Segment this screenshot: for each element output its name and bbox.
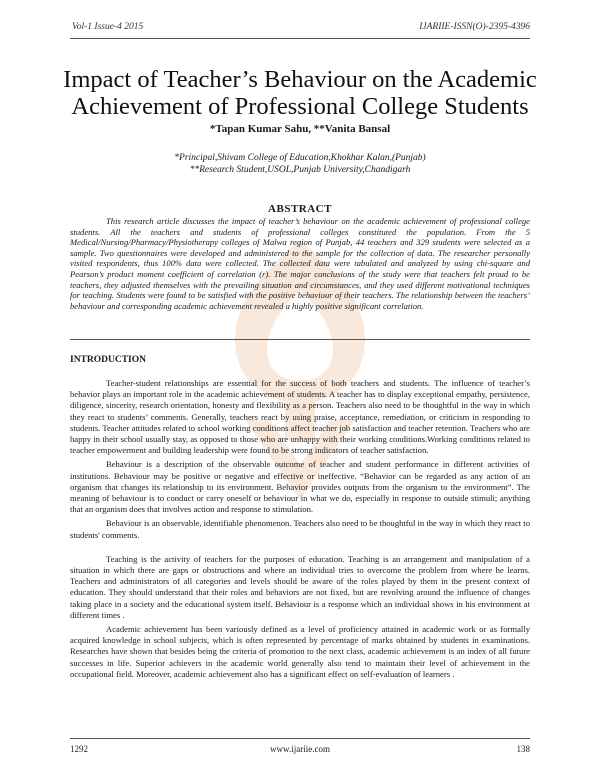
affiliation-1: *Principal,Shivam College of Education,Khokhar Kalan,(Punjab) xyxy=(174,153,426,163)
paper-authors: *Tapan Kumar Sahu, **Vanita Bansal xyxy=(209,123,391,135)
intro-paragraph-4: Teaching is the activity of teachers for the purposes of education. Teaching is an arrangement and manipulation of a situation in which there are gaps or obstructions and where an individual tries to overcome the problem from where he learns. Teachers and administrators of all categories and levels should be aware of the roles played by them in the present context of education. They should understand that their roles and behaviors are not fixed, but are revolving around the influence of changes taking place in a society and the educational system itself. Behaviour is a response which an individual shows in his environment at different times . xyxy=(70,553,530,620)
intro-paragraph-2: Behaviour is a description of the observable outcome of teacher and student performance in different activities of institutions. Behaviour may be positive or negative and effective or ineffective. “Behavior can be regarded as any action of an organism that changes its relationship to its environment. Behavior provides outputs from the organism to the environment”. The meaning of behaviour is to conduct or carry oneself or behaviour in what we do, especially in response to outside stimuli; anything that an organism does that involves action and response to stimulation. xyxy=(70,459,530,515)
intro-paragraph-5: Academic achievement has been variously defined as a level of proficiency attained in academic work or as formally acquired knowledge in school subjects, which is often represented by percentage of marks obtained by students in examinations. Researches have shown that besides being the criteria of promotion to the next class, academic achievement is an index of all future successes in life. Superior achievers in the academic world generally also tend to maintain their level of achievement in the occupational field. Moreover, academic achievement also has a significant effect on self-evaluation of learners . xyxy=(70,624,530,679)
title-line-1: Impact of Teacher’s Behaviour on the Academic xyxy=(63,66,537,93)
footer-rule xyxy=(70,738,530,739)
page-number: 1292 xyxy=(70,744,88,754)
affiliation-2: **Research Student,USOL,Punjab University,Chandigarh xyxy=(189,165,411,175)
author-affiliations xyxy=(100,152,500,176)
abstract-heading: ABSTRACT xyxy=(268,203,332,215)
header-rule xyxy=(70,38,530,39)
intro-paragraph-1: Teacher-student relationships are essential for the success of both teachers and students. The influence of teacher’s behavior plays an important role in the academic achievement of students. A teacher has to display exceptional empathy, persistence, diligence, sincerity, research orientation, honesty and flexibility as a person. Teachers also need to be thoughtful in the way in which they react to students’ comments. Generally, teachers react by using praise, acceptance, remediation, or criticism in responding to students. Teacher attitudes related to school working conditions affect teacher job satisfaction and teacher retention. Teachers who are happy in their school usually stay, as opposed to those who are unhappy with their working conditions.Working conditions related to teacher empowerment and building leadership were found to be strong indicators of teacher satisfaction. xyxy=(70,378,530,456)
journal-volume: Vol-1 Issue-4 2015 xyxy=(72,22,144,32)
abstract-rule xyxy=(70,339,530,340)
intro-paragraph-3: Behaviour is an observable, identifiable phenomenon. Teachers also need to be thoughtful in the way in which they react to students' comments. xyxy=(70,518,530,540)
title-line-2: Achievement of Professional College Students xyxy=(71,93,529,120)
paper-title xyxy=(40,66,560,120)
journal-issn: IJARIIE-ISSN(O)-2395-4396 xyxy=(419,22,530,32)
abstract-text: This research article discusses the impact of teacher’s behaviour on the academic achievement of professional college students. All the teachers and students of professional colleges constituted the population. From the 5 Medical/Nursing/Pharmacy/Physiotherapy colleges of Malwa region of Punjab, 44 teachers and 329 students were selected as a sample. Two questionnaires were developed and administered to the sample for the collection of data. The researcher personally visited respondents, thus 100% data were collected. The collected data were tabulated and analyzed by using chi-square and Pearson’s product moment coefficient of correlation (r). The major conclusions of the study were that teachers felt proud to be teachers, they adjusted themselves with the prevailing situation and circumstances, and they used different motivational techniques for teaching. Students were found to be satisfied with the positive behaviour of their teachers. The relationship between the teachers’ behaviour and corresponding academic achievement revealed a highly positive significant correlation. xyxy=(70,216,530,311)
issue-page-number: 138 xyxy=(516,744,530,754)
introduction-heading: INTRODUCTION xyxy=(70,355,147,365)
journal-url[interactable]: www.ijariie.com xyxy=(270,744,330,754)
introduction-body xyxy=(70,378,530,683)
